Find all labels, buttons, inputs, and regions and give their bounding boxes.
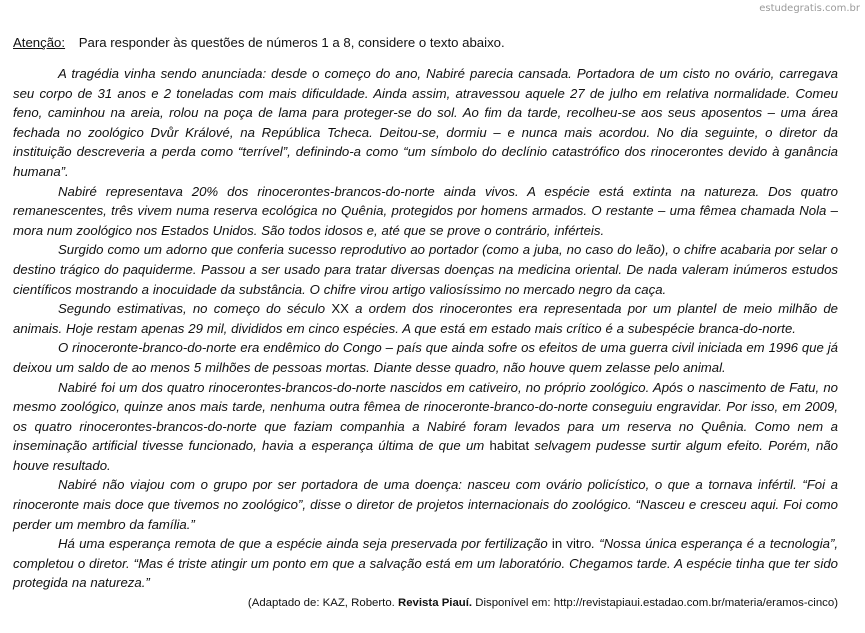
- in-vitro-term: in vitro: [551, 536, 592, 552]
- source-suffix: Disponível em: http://revistapiaui.estadao.com.br/materia/eramos-cinco): [472, 597, 838, 610]
- century-roman-numeral: XX: [331, 301, 349, 317]
- source-prefix: (Adaptado de: KAZ, Roberto.: [247, 597, 398, 610]
- paragraph-6: [13, 378, 838, 476]
- paragraph-4: [13, 299, 838, 338]
- paragraph-8-part-1: Há uma esperança remota de que a espécie ainda seja preservada por fertilização: [58, 536, 552, 552]
- instruction-text: Para responder às questões de números 1 a 8, considere o texto abaixo.: [78, 35, 505, 50]
- paragraph-8-part-2: . “Nossa única esperança é a tecnologia”, completou o diretor. “Mas é triste atingir um ponto em que a salvação está em um laboratório. Chegamos tarde. A espécie tinha que ter sido protegida na natureza.”: [13, 536, 839, 591]
- paragraph-3: Surgido como um adorno que conferia sucesso reprodutivo ao portador (como a juba, no caso do leão), o chifre acabaria por selar o destino trágico do paquiderme. Passou a ser usado para tratar diversas doenças na medicina oriental. De nada valeram inúmeros estudos científicos mostrando a inocuidade da substância. O chifre virou artigo valiosíssimo no mercado negro da caça.: [13, 242, 838, 297]
- paragraph-4-part-2: a ordem dos rinocerontes era representada por um plantel de meio milhão de animais. Hoje restam apenas 29 mil, divididos em cinco espécies. A que está em estado mais crítico é a subespécie branca-do-norte.: [13, 301, 838, 336]
- paragraph-7: Nabiré não viajou com o grupo por ser portadora de uma doença: nasceu com ovário policístico, o que a tornava infértil. “Foi a rinoceronte mais doce que tivemos no zoológico”, disse o diretor de projetos internacionais do zoológico. “Nasceu e cresceu aqui. Foi como perder um membro da família.”: [13, 477, 838, 532]
- watermark: estudegratis.com.br: [759, 3, 860, 14]
- paragraph-6-part-1: Nabiré foi um dos quatro rinocerontes-brancos-do-norte nascidos em cativeiro, no próprio zoológico. Após o nascimento de Fatu, no mesmo zoológico, quinze anos mais tarde, nenhuma outra fêmea de rinoceronte-branco-do-norte conseguiu engravidar. Por isso, em 2009, os quatro rinocerontes-brancos-do-norte que faziam companhia a Nabiré foram levados para um reserva no Quênia. Como nem a inseminação artificial tivesse funcionado, havia a esperança última de que um: [13, 379, 838, 454]
- text-page: [13, 34, 838, 612]
- source-publication: Revista Piauí.: [398, 597, 473, 610]
- source-citation: [13, 594, 838, 612]
- attention-label: Atenção:: [13, 35, 66, 50]
- paragraph-6-part-2: selvagem pudesse surtir algum efeito. Porém, não houve resultado.: [13, 438, 838, 473]
- paragraph-4-part-1: Segundo estimativas, no começo do século: [58, 301, 332, 317]
- paragraph-2: Nabiré representava 20% dos rinocerontes-brancos-do-norte ainda vivos. A espécie está extinta na natureza. Dos quatro remanescentes, três vivem numa reserva ecológica no Quênia, protegidos por homens armados. O restante – uma fêmea chamada Nola – mora num zoológico nos Estados Unidos. São todos idosos e, até que se prove o contrário, inférteis.: [13, 183, 838, 238]
- instruction-header: [13, 34, 838, 52]
- habitat-term: habitat: [489, 438, 530, 454]
- paragraph-1: A tragédia vinha sendo anunciada: desde o começo do ano, Nabiré parecia cansada. Portadora de um cisto no ovário, carregava seu corpo de 31 anos e 2 toneladas com mais dificuldade. Ainda assim, atravessou aquele 27 de julho em relativa normalidade. Comeu feno, caminhou na areia, rolou na poça de lama para proteger-se do sol. Ao fim da tarde, recolheu-se aos seus aposentos – uma área fechada no zoológico Dvůr Králové, na República Tcheca. Deitou-se, dormiu – e nunca mais acordou. No dia seguinte, o diretor da instituição descreveria a perda como “terrível”, definindo-a como “um símbolo do declínio catastrófico dos rinocerontes devido à ganância humana”.: [13, 66, 838, 179]
- paragraph-5: O rinoceronte-branco-do-norte era endêmico do Congo – país que ainda sofre os efeitos de uma guerra civil iniciada em 1996 que já deixou um saldo de ao menos 5 milhões de pessoas mortas. Diante desse quadro, não houve quem zelasse pelo animal.: [13, 340, 838, 375]
- paragraph-8: [13, 534, 838, 593]
